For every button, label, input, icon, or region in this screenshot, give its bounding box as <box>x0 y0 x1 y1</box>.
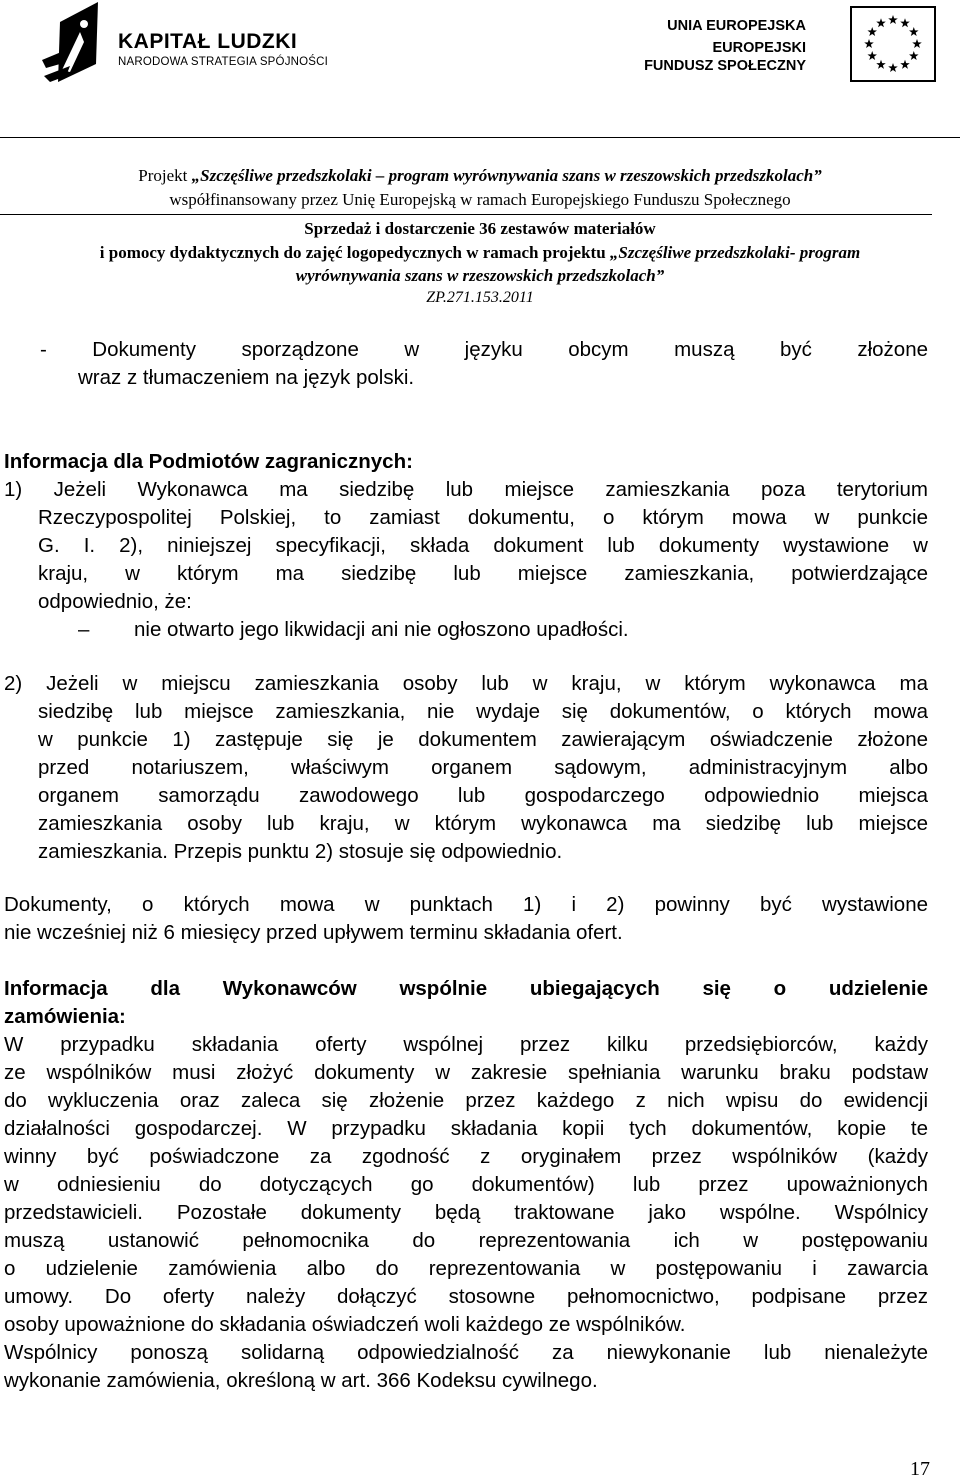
p5-line-5: winny być poświadczone za zgodność z oryginałem przez wspólników (każdy <box>4 1145 928 1168</box>
p5-line-3: do wykluczenia oraz zaleca się złożenie przez każdego z nich wpisu do ewidencji <box>4 1089 928 1112</box>
page-number: 17 <box>910 1458 930 1480</box>
subject-line-2-prefix: i pomocy dydaktycznych do zajęć logopedycznych w ramach projektu <box>99 243 610 262</box>
logo-right-line1: UNIA EUROPEJSKA <box>667 18 806 34</box>
heading-joint-contractors-line-2: zamówienia: <box>4 1005 126 1028</box>
header-top-rule <box>0 137 960 138</box>
subject-line-2-title: „Szczęśliwe przedszkolaki- program <box>609 243 861 262</box>
eu-star-icon <box>912 39 922 48</box>
p3-line-7: zamieszkania. Przepis punktu 2) stosuje się odpowiednio. <box>38 840 563 863</box>
subject-line-3: wyrównywania szans w rzeszowskich przedszkolach” <box>295 266 665 285</box>
p3-line-5: organem samorządu zawodowego lub gospodarczego odpowiednio miejsca <box>38 784 928 807</box>
project-title: „Szczęśliwe przedszkolaki – program wyrównywania szans w rzeszowskich przedszkolach” <box>191 166 822 185</box>
logo-right-line2: EUROPEJSKI <box>712 40 806 56</box>
p2-line-5: odpowiednio, że: <box>38 590 192 613</box>
eu-star-icon <box>888 15 898 24</box>
eu-flag-icon <box>850 6 936 82</box>
project-line <box>0 166 960 186</box>
eu-star-icon <box>867 27 877 36</box>
eu-star-icon <box>909 51 919 60</box>
p2-line-2: Rzeczypospolitej Polskiej, to zamiast dokumentu, o którym mowa w punkcie <box>38 506 928 529</box>
p4-line-2: nie wcześniej niż 6 miesięcy przed upływem terminu składania ofert. <box>4 921 623 944</box>
eu-star-icon <box>900 18 910 27</box>
p5-line-10: umowy. Do oferty należy dołączyć stosowne pełnomocnictwo, podpisane przez <box>4 1285 928 1308</box>
p5-line-2: ze wspólników musi złożyć dokumenty w zakresie spełniania warunku braku podstaw <box>4 1061 928 1084</box>
p5-line-4: działalności gospodarczej. W przypadku składania kopii tych dokumentów, kopie te <box>4 1117 928 1140</box>
logo-left-line1: KAPITAŁ LUDZKI <box>118 30 298 53</box>
reference-number: ZP.271.153.2011 <box>426 289 534 306</box>
eu-star-icon <box>909 27 919 36</box>
subject-line-2 <box>0 243 960 263</box>
kapital-ludzki-emblem-icon <box>40 2 112 88</box>
p3-line-3: w punkcie 1) zastępuje się je dokumentem zawierającym oświadczenie złożone <box>38 728 928 751</box>
p3-line-6: zamieszkania osoby lub kraju, w którym wykonawca ma siedzibę lub miejsce <box>38 812 928 835</box>
p5-line-1: W przypadku składania oferty wspólnej przez kilku przedsiębiorców, każdy <box>4 1033 928 1056</box>
bullet-text: nie otwarto jego likwidacji ani nie ogłoszono upadłości. <box>134 618 629 641</box>
p4-line-1: Dokumenty, o których mowa w punktach 1) i 2) powinny być wystawione <box>4 893 928 916</box>
eu-star-icon <box>900 60 910 69</box>
p2-line-3: G. I. 2), niniejszej specyfikacji, składa dokument lub dokumenty wystawione w <box>38 534 928 557</box>
p2-line-4: kraju, w którym ma siedzibę lub miejsce zamieszkania, potwierdzające <box>38 562 928 585</box>
eu-fund-logo <box>644 6 940 86</box>
cofinance-line: współfinansowany przez Unię Europejską w ramach Europejskiego Funduszu Społecznego <box>169 190 791 209</box>
eu-star-icon <box>888 63 898 72</box>
p5-line-6: w odniesieniu do dotyczących go dokumentów) lub przez upoważnionych <box>4 1173 928 1196</box>
header-middle-rule <box>0 214 932 215</box>
p3-line-4: przed notariuszem, właściwym organem sądowym, administracyjnym albo <box>38 756 928 779</box>
bullet-dash: – <box>78 618 90 641</box>
p3-line-1: 2) Jeżeli w miejscu zamieszkania osoby lub w kraju, w którym wykonawca ma <box>4 672 928 695</box>
p1-line-2: wraz z tłumaczeniem na język polski. <box>78 366 415 389</box>
kapital-ludzki-logo <box>40 2 330 88</box>
heading-foreign-entities: Informacja dla Podmiotów zagranicznych: <box>4 450 413 473</box>
p5-line-9: o udzielenie zamówienia albo do reprezentowania w postępowaniu i zawarcia <box>4 1257 928 1280</box>
p5-line-13: wykonanie zamówienia, określoną w art. 366 Kodeksu cywilnego. <box>4 1369 598 1392</box>
logo-left-line2: NARODOWA STRATEGIA SPÓJNOŚCI <box>118 56 329 68</box>
p5-line-8: muszą ustanowić pełnomocnika do reprezentowania ich w postępowaniu <box>4 1229 928 1252</box>
project-prefix: Projekt <box>138 166 192 185</box>
heading-joint-contractors-line-1: Informacja dla Wykonawców wspólnie ubiegających się o udzielenie <box>4 977 928 1000</box>
p3-line-2: siedzibę lub miejsce zamieszkania, nie wydaje się dokumentów, o których mowa <box>38 700 928 723</box>
p5-line-7: przedstawicieli. Pozostałe dokumenty będą traktowane jako wspólne. Wspólnicy <box>4 1201 928 1224</box>
eu-star-icon <box>876 60 886 69</box>
eu-star-icon <box>864 39 874 48</box>
p2-line-1: 1) Jeżeli Wykonawca ma siedzibę lub miejsce zamieszkania poza terytorium <box>4 478 928 501</box>
p1-line-1: - Dokumenty sporządzone w języku obcym muszą być złożone <box>40 338 928 361</box>
subject-line-1: Sprzedaż i dostarczenie 36 zestawów materiałów <box>304 219 656 238</box>
logo-right-line3: FUNDUSZ SPOŁECZNY <box>644 58 806 74</box>
eu-star-icon <box>867 51 877 60</box>
eu-star-icon <box>876 18 886 27</box>
p5-line-11: osoby upoważnione do składania oświadczeń woli każdego ze wspólników. <box>4 1313 686 1336</box>
p5-line-12: Wspólnicy ponoszą solidarną odpowiedzialność za niewykonanie lub nienależyte <box>4 1341 928 1364</box>
